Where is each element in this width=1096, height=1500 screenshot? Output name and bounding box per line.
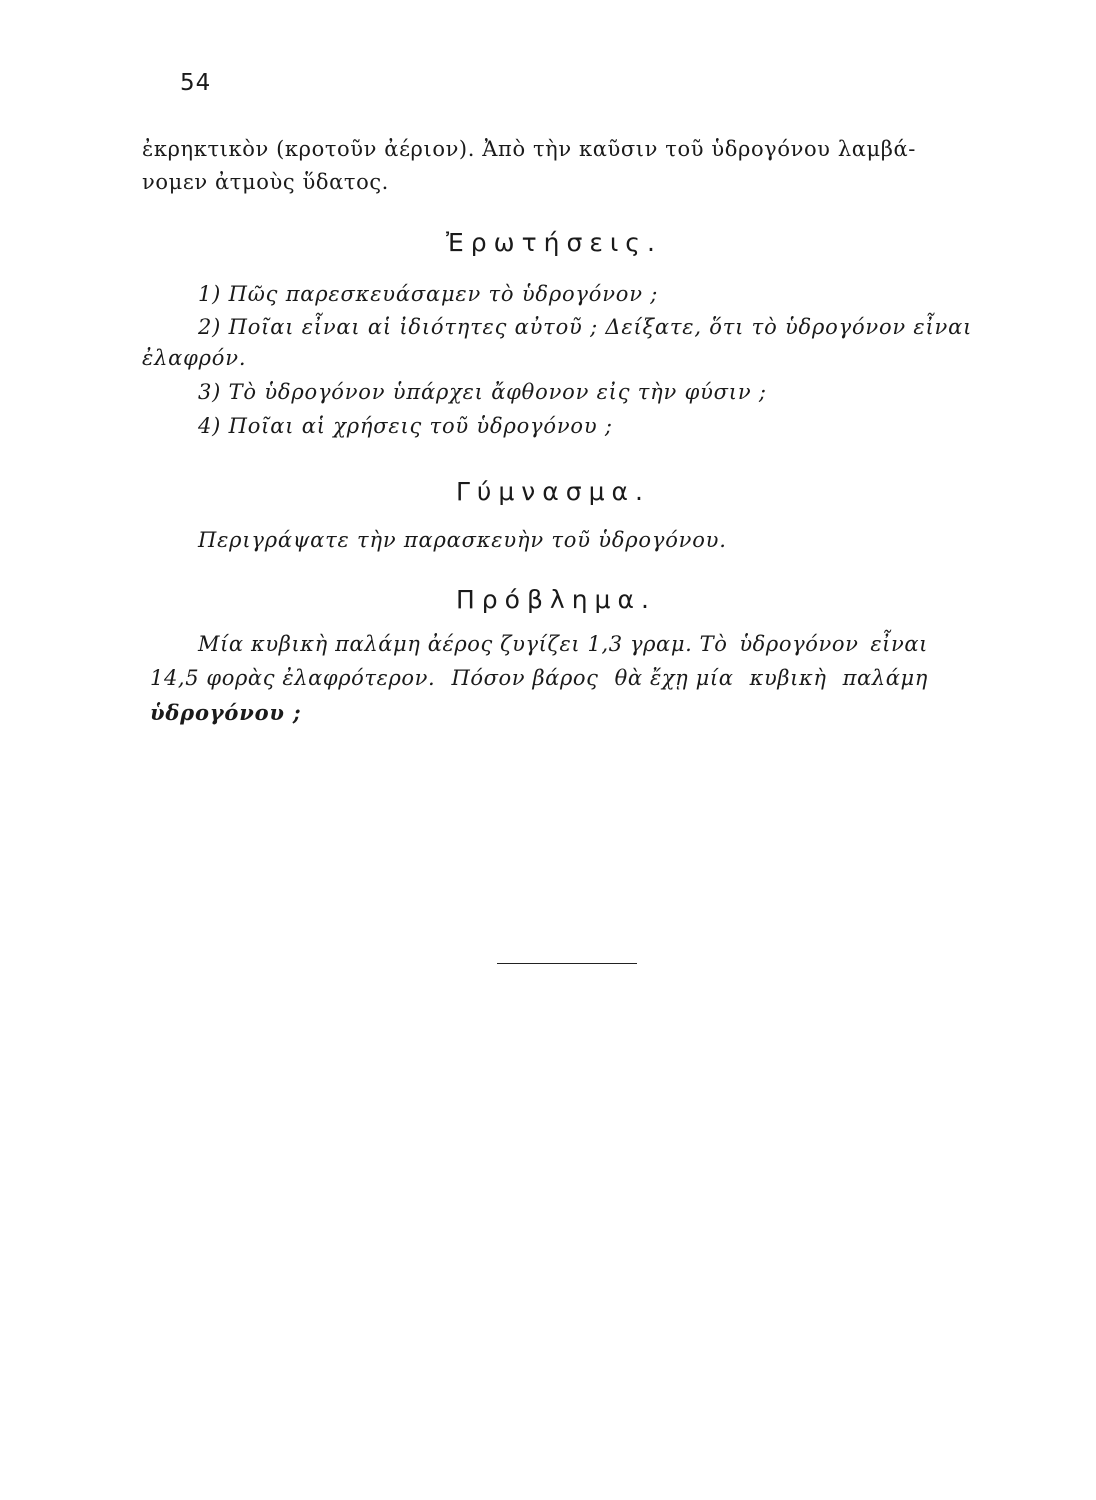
intro-line-1: ἐκρηκτικὸν (κροτοῦν ἀέριον). Ἀπὸ τὴν καῦσιν τοῦ ὑδρογόνου λαμβά-	[142, 137, 916, 161]
exercise-text: Περιγράψατε τὴν παρασκευὴν τοῦ ὑδρογόνου.	[198, 528, 727, 552]
problem-line-2-part-3: θὰ ἔχῃ μία	[614, 666, 734, 690]
problem-line-1-part-3: εἶναι	[870, 632, 928, 656]
question-2-line-2: ἐλαφρόν.	[142, 346, 247, 370]
problem-line-1	[198, 632, 928, 656]
question-4: 4) Ποῖαι αἱ χρήσεις τοῦ ὑδρογόνου ;	[198, 414, 613, 438]
intro-line-2: νομεν ἀτμοὺς ὕδατος.	[142, 170, 389, 194]
problem-line-2	[150, 666, 928, 690]
question-2-line-1: 2) Ποῖαι εἶναι αἱ ἰδιότητες αὐτοῦ ; Δείξατε, ὅτι τὸ ὑδρογόνον εἶναι	[198, 315, 973, 339]
problem-line-2-part-4: κυβικὴ	[749, 666, 827, 690]
question-3: 3) Τὸ ὑδρογόνον ὑπάρχει ἄφθονον εἰς τὴν φύσιν ;	[198, 380, 767, 404]
question-1: 1) Πῶς παρεσκευάσαμεν τὸ ὑδρογόνον ;	[198, 282, 659, 306]
problem-line-3: ὑδρογόνου ;	[150, 700, 302, 725]
page-number: 54	[180, 70, 212, 96]
problem-line-2-part-2: Πόσον βάρος	[451, 666, 599, 690]
section-end-rule	[497, 963, 637, 964]
problem-line-1-part-1: Μία κυβικὴ παλάμη ἀέρος ζυγίζει 1,3 γραμ. Τὸ	[198, 632, 728, 656]
problem-line-1-part-2: ὑδρογόνον	[739, 632, 859, 656]
problem-line-2-part-1: 14,5 φορὰς ἐλαφρότερον.	[150, 666, 436, 690]
problem-line-2-part-5: παλάμη	[842, 666, 928, 690]
questions-heading: Ἐρωτήσεις.	[446, 228, 662, 257]
problem-heading: Πρόβλημα.	[456, 585, 656, 614]
exercise-heading: Γύμνασμα.	[456, 477, 650, 506]
